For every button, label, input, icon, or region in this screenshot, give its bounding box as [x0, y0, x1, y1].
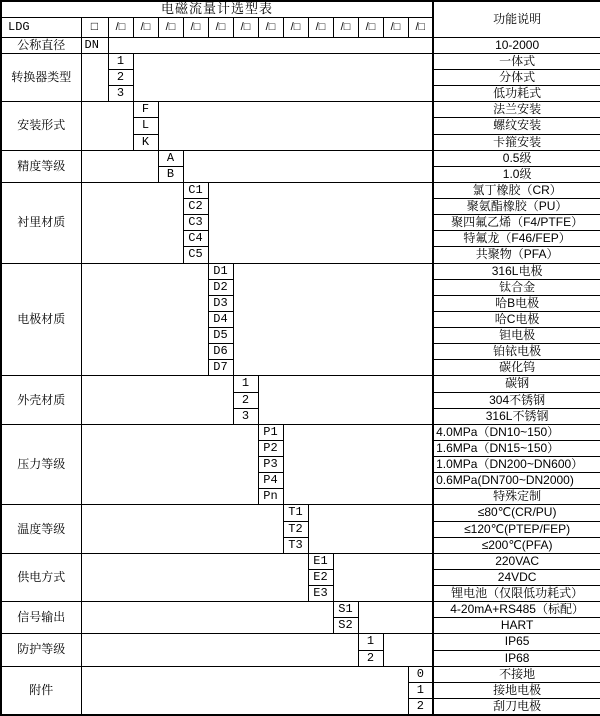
- filler-cell: [383, 634, 433, 666]
- desc-cell: 铂铱电极: [433, 344, 600, 360]
- desc-cell: 24VDC: [433, 569, 600, 585]
- code-cell: S1: [333, 602, 358, 618]
- filler-cell: [81, 102, 133, 150]
- category-accessories: 附件: [1, 666, 81, 715]
- category-signal-output: 信号输出: [1, 602, 81, 634]
- desc-cell: 氯丁橡胶（CR）: [433, 182, 600, 198]
- desc-cell: 10-2000: [433, 37, 600, 53]
- table-title: 电磁流量计选型表: [1, 1, 433, 17]
- category-nominal-diameter: 公称直径: [1, 37, 81, 53]
- model-base-box: □: [81, 17, 108, 37]
- code-cell: 1: [233, 376, 258, 392]
- code-cell: 1: [358, 634, 383, 650]
- code-cell: 2: [108, 70, 133, 86]
- desc-cell: HART: [433, 618, 600, 634]
- desc-cell: 316L不锈钢: [433, 408, 600, 424]
- filler-cell: [158, 102, 433, 150]
- desc-cell: 碳钢: [433, 376, 600, 392]
- filler-cell: [81, 602, 333, 634]
- category-lining-material: 衬里材质: [1, 182, 81, 263]
- filler-cell: [133, 53, 433, 101]
- desc-cell: 特殊定制: [433, 489, 600, 505]
- filler-cell: [208, 182, 433, 263]
- desc-cell: ≤80℃(CR/PU): [433, 505, 600, 521]
- filler-cell: [283, 424, 433, 505]
- code-cell: L: [133, 118, 158, 134]
- filler-cell: [81, 53, 108, 101]
- code-cell: P3: [258, 457, 283, 473]
- category-installation-type: 安装形式: [1, 102, 81, 150]
- desc-cell: 316L电极: [433, 263, 600, 279]
- desc-cell: 钽电极: [433, 328, 600, 344]
- code-cell: C2: [183, 199, 208, 215]
- filler-cell: [258, 376, 433, 424]
- model-slot: /□: [183, 17, 208, 37]
- code-cell: 2: [358, 650, 383, 666]
- code-cell: D5: [208, 328, 233, 344]
- desc-cell: 哈C电极: [433, 311, 600, 327]
- filler-cell: [308, 505, 433, 553]
- model-slot: /□: [158, 17, 183, 37]
- filler-cell: [81, 376, 233, 424]
- desc-cell: 304不锈钢: [433, 392, 600, 408]
- category-pressure-rating: 压力等级: [1, 424, 81, 505]
- category-accuracy-class: 精度等级: [1, 150, 81, 182]
- code-cell: C5: [183, 247, 208, 263]
- desc-cell: 聚氨酯橡胶（PU）: [433, 199, 600, 215]
- code-cell: D4: [208, 311, 233, 327]
- code-cell: 1: [108, 53, 133, 69]
- desc-cell: 一体式: [433, 53, 600, 69]
- code-cell: E1: [308, 553, 333, 569]
- desc-cell: 特氟龙（F46/FEP）: [433, 231, 600, 247]
- code-cell: T2: [283, 521, 308, 537]
- filler-cell: [81, 150, 158, 182]
- model-slot: /□: [308, 17, 333, 37]
- model-slot: /□: [283, 17, 308, 37]
- code-cell: D2: [208, 279, 233, 295]
- code-cell: C4: [183, 231, 208, 247]
- code-cell: 1: [408, 682, 433, 698]
- code-cell: P4: [258, 473, 283, 489]
- desc-cell: 4.0MPa（DN10~150）: [433, 424, 600, 440]
- code-cell: C3: [183, 215, 208, 231]
- category-converter-type: 转换器类型: [1, 53, 81, 101]
- desc-cell: ≤120℃(PTEP/FEP): [433, 521, 600, 537]
- filler-cell: [81, 505, 283, 553]
- code-cell: S2: [333, 618, 358, 634]
- desc-cell: 接地电极: [433, 682, 600, 698]
- model-slot: /□: [133, 17, 158, 37]
- filler-cell: [81, 553, 308, 601]
- code-cell: D7: [208, 360, 233, 376]
- code-cell: K: [133, 134, 158, 150]
- desc-cell: 钛合金: [433, 279, 600, 295]
- desc-cell: 螺纹安装: [433, 118, 600, 134]
- desc-cell: 0.6MPa(DN700~DN2000): [433, 473, 600, 489]
- model-prefix: LDG: [1, 17, 81, 37]
- filler-cell: [81, 634, 358, 666]
- code-cell: 3: [233, 408, 258, 424]
- code-cell: E3: [308, 586, 333, 602]
- desc-cell: 分体式: [433, 70, 600, 86]
- model-slot: /□: [208, 17, 233, 37]
- model-slot: /□: [258, 17, 283, 37]
- category-electrode-material: 电极材质: [1, 263, 81, 376]
- code-cell: E2: [308, 569, 333, 585]
- code-cell: D3: [208, 295, 233, 311]
- desc-cell: 1.0MPa（DN200~DN600）: [433, 457, 600, 473]
- desc-cell: 法兰安装: [433, 102, 600, 118]
- filler-cell: [81, 666, 408, 715]
- filler-cell: [333, 553, 433, 601]
- code-cell: 2: [408, 698, 433, 715]
- desc-cell: IP65: [433, 634, 600, 650]
- model-slot: /□: [233, 17, 258, 37]
- filler-cell: [233, 263, 433, 376]
- code-cell: 3: [108, 86, 133, 102]
- code-cell: D6: [208, 344, 233, 360]
- code-cell: 0: [408, 666, 433, 682]
- desc-cell: 低功耗式: [433, 86, 600, 102]
- desc-cell: 聚四氟乙烯（F4/PTFE）: [433, 215, 600, 231]
- desc-cell: 锂电池（仅限低功耗式）: [433, 586, 600, 602]
- desc-cell: 不接地: [433, 666, 600, 682]
- desc-cell: 1.0级: [433, 166, 600, 182]
- filler-cell: [81, 182, 183, 263]
- desc-cell: ≤200℃(PFA): [433, 537, 600, 553]
- desc-cell: IP68: [433, 650, 600, 666]
- code-cell: T3: [283, 537, 308, 553]
- code-cell: D1: [208, 263, 233, 279]
- filler-cell: [108, 37, 433, 53]
- desc-cell: 哈B电极: [433, 295, 600, 311]
- model-slot: /□: [333, 17, 358, 37]
- code-cell: Pn: [258, 489, 283, 505]
- desc-cell: 4-20mA+RS485（标配）: [433, 602, 600, 618]
- desc-cell: 卡箍安装: [433, 134, 600, 150]
- filler-cell: [358, 602, 433, 634]
- code-cell: DN: [81, 37, 108, 53]
- code-cell: T1: [283, 505, 308, 521]
- filler-cell: [81, 424, 258, 505]
- code-cell: 2: [233, 392, 258, 408]
- model-slot: /□: [358, 17, 383, 37]
- model-slot: /□: [408, 17, 433, 37]
- filler-cell: [183, 150, 433, 182]
- category-housing-material: 外壳材质: [1, 376, 81, 424]
- desc-cell: 刮刀电极: [433, 698, 600, 715]
- function-column-header: 功能说明: [433, 1, 600, 37]
- desc-cell: 碳化钨: [433, 360, 600, 376]
- model-slot: /□: [108, 17, 133, 37]
- code-cell: P2: [258, 440, 283, 456]
- code-cell: C1: [183, 182, 208, 198]
- code-cell: B: [158, 166, 183, 182]
- desc-cell: 220VAC: [433, 553, 600, 569]
- category-protection-rating: 防护等级: [1, 634, 81, 666]
- code-cell: A: [158, 150, 183, 166]
- model-slot: /□: [383, 17, 408, 37]
- category-temperature-rating: 温度等级: [1, 505, 81, 553]
- category-power-supply: 供电方式: [1, 553, 81, 601]
- desc-cell: 0.5级: [433, 150, 600, 166]
- desc-cell: 1.6MPa（DN15~150）: [433, 440, 600, 456]
- code-cell: P1: [258, 424, 283, 440]
- code-cell: F: [133, 102, 158, 118]
- desc-cell: 共聚物（PFA）: [433, 247, 600, 263]
- filler-cell: [81, 263, 208, 376]
